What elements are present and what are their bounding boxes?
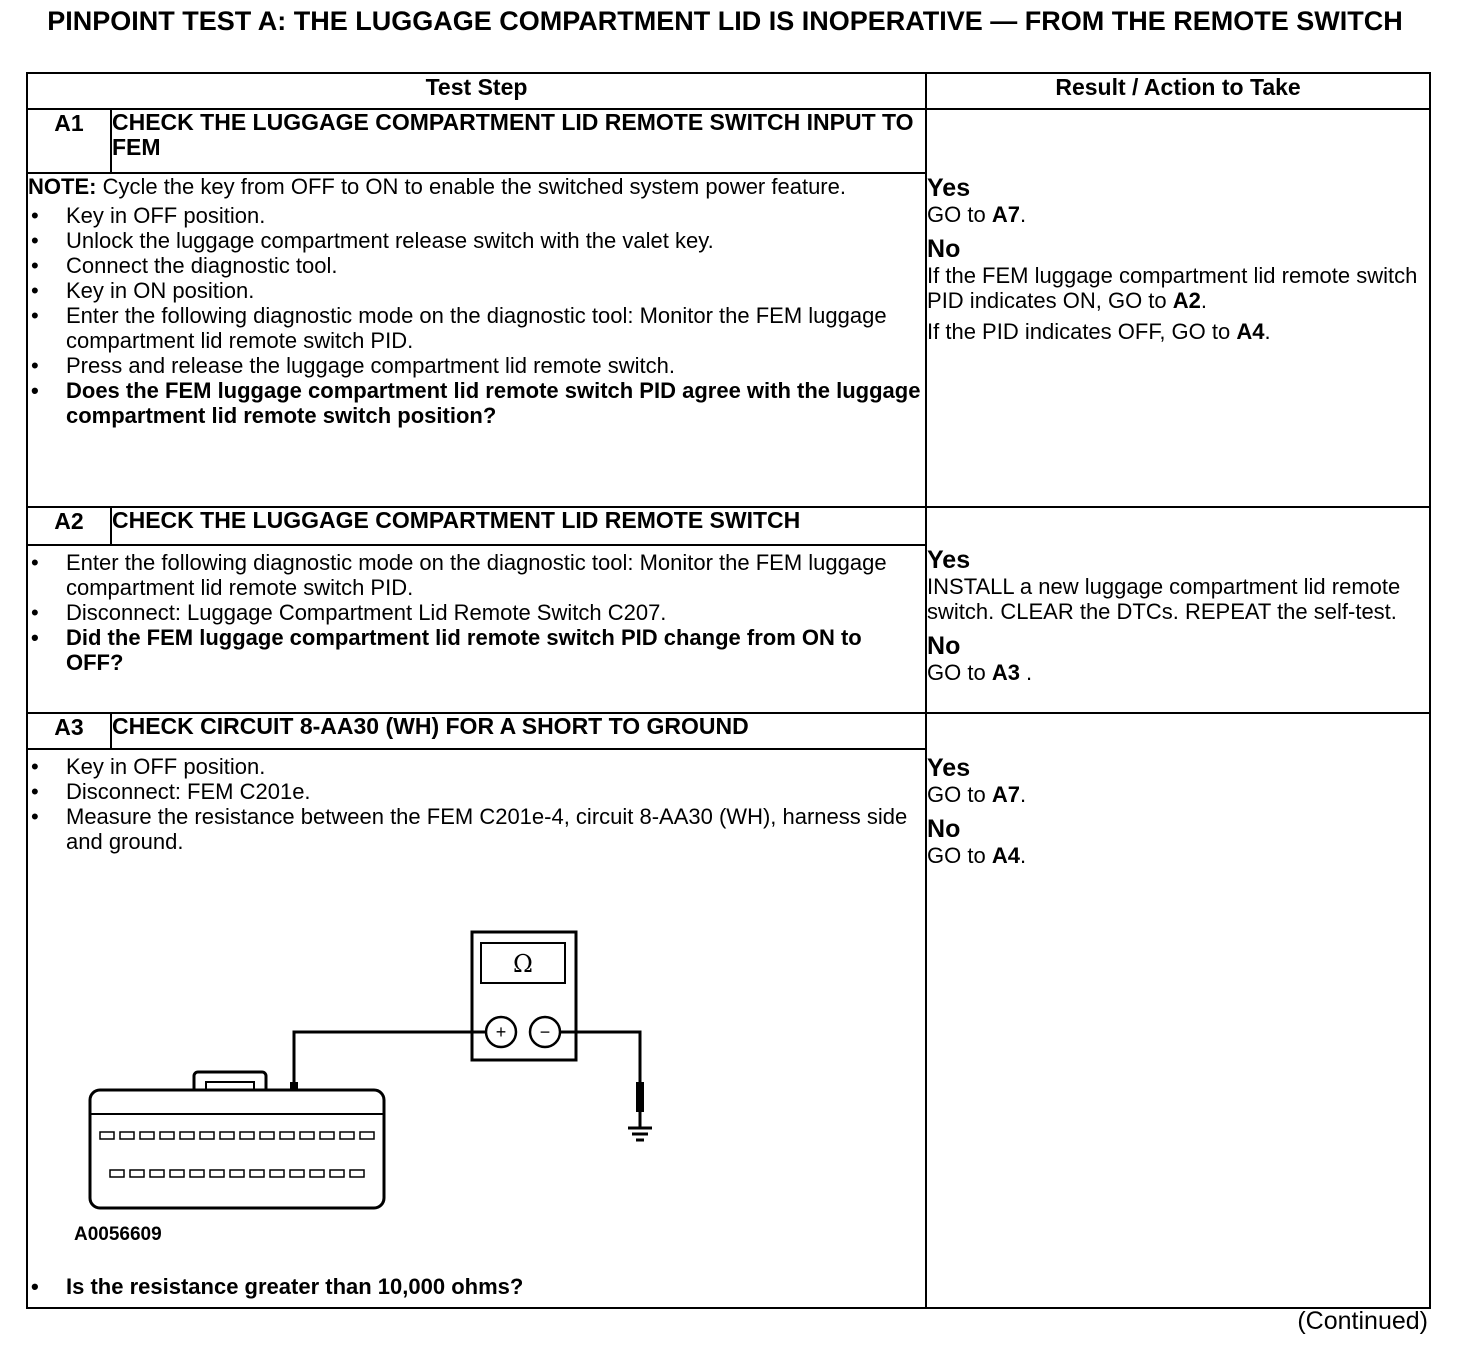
step-a2-title: CHECK THE LUGGAGE COMPARTMENT LID REMOTE SWITCH	[111, 507, 926, 545]
step-a1-id: A1	[27, 109, 111, 173]
pinpoint-test-table	[26, 72, 1431, 1309]
step-a1-yes-target: A7	[991, 202, 1020, 227]
step-a3-no-text: GO to	[927, 843, 992, 868]
step-a1-title: CHECK THE LUGGAGE COMPARTMENT LID REMOTE SWITCH INPUT TO FEM	[111, 109, 926, 173]
step-a2-no-label: No	[927, 632, 961, 660]
step-a1-result: Yes GO to A7. No If the FEM luggage compartment lid remote switch PID indicates ON, GO to A2. If the PID indicates OFF, GO to A4.	[926, 109, 1430, 507]
step-a3-no-target: A4	[991, 843, 1020, 868]
negative-probe	[636, 1082, 644, 1112]
step-a3-no-label: No	[927, 815, 961, 843]
step-a3-title-row	[27, 713, 1430, 749]
step-a3-body	[27, 749, 926, 1308]
step-a3-question-list	[28, 1274, 925, 1299]
list-item: • Measure the resistance between the FEM C201e-4, circuit 8-AA30 (WH), harness side and ground.	[28, 804, 925, 854]
step-a1-title-row	[27, 109, 1430, 173]
step-a2-id: A2	[27, 507, 111, 545]
list-item: • Press and release the luggage compartment lid remote switch.	[28, 353, 925, 378]
step-a3-title: CHECK CIRCUIT 8-AA30 (WH) FOR A SHORT TO GROUND	[111, 713, 926, 749]
step-a3-yes-text: GO to	[927, 782, 992, 807]
step-a1-note	[28, 174, 925, 199]
step-a2-yes-label: Yes	[927, 546, 971, 574]
list-item: • Key in ON position.	[28, 278, 925, 303]
plus-terminal-label: +	[495, 1022, 507, 1042]
ground-icon	[628, 1128, 652, 1140]
step-a1-bullets	[28, 203, 925, 428]
list-item: • Enter the following diagnostic mode on the diagnostic tool: Monitor the FEM luggage compartment lid remote switch PID.	[28, 303, 925, 353]
result-header: Result / Action to Take	[926, 73, 1430, 109]
step-a2-title-row	[27, 507, 1430, 545]
note-label: NOTE:	[28, 174, 97, 199]
ohm-symbol: Ω	[513, 950, 533, 978]
figure-id: A0056609	[74, 1224, 162, 1245]
list-item: • Disconnect: FEM C201e.	[28, 779, 925, 804]
step-a3-result: Yes GO to A7. No GO to A4.	[926, 713, 1430, 1308]
step-a1-no-target: A2	[1172, 288, 1201, 313]
step-a2-bullets	[28, 550, 925, 675]
step-a1-yes-label: Yes	[927, 174, 971, 202]
step-a1-no-text2: If the PID indicates OFF, GO to	[927, 319, 1237, 344]
page-title: PINPOINT TEST A: THE LUGGAGE COMPARTMENT LID IS INOPERATIVE — FROM THE REMOTE SWITCH	[47, 6, 1403, 36]
list-item-question: • Does the FEM luggage compartment lid remote switch PID agree with the luggage compartment lid remote switch position?	[28, 378, 925, 428]
minus-terminal-label: −	[539, 1022, 551, 1042]
continued-label: (Continued)	[1297, 1307, 1428, 1335]
list-item-question: • Did the FEM luggage compartment lid remote switch PID change from ON to OFF?	[28, 625, 925, 675]
step-a1-no-text: If the FEM luggage compartment lid remote switch PID indicates ON, GO to	[927, 263, 1418, 313]
fem-connector-c201e	[90, 1072, 384, 1208]
table-header-row	[27, 73, 1430, 109]
step-a1-body	[27, 173, 926, 507]
note-text: Cycle the key from OFF to ON to enable the switched system power feature.	[96, 174, 846, 199]
ohmmeter-connector-illustration	[88, 914, 688, 1214]
step-a2-no-text: GO to	[927, 660, 992, 685]
step-a3-id: A3	[27, 713, 111, 749]
list-item: • Key in OFF position.	[28, 203, 925, 228]
list-item: • Enter the following diagnostic mode on the diagnostic tool: Monitor the FEM luggage compartment lid remote switch PID.	[28, 550, 925, 600]
step-a1-no-target2: A4	[1236, 319, 1265, 344]
list-item-question: • Is the resistance greater than 10,000 ohms?	[28, 1274, 925, 1299]
list-item: • Key in OFF position.	[28, 754, 925, 779]
step-a2-body	[27, 545, 926, 713]
step-a3-yes-target: A7	[991, 782, 1020, 807]
step-a2-result: Yes INSTALL a new luggage compartment lid remote switch. CLEAR the DTCs. REPEAT the self-test. No GO to A3 .	[926, 507, 1430, 713]
step-a1-yes-text: GO to	[927, 202, 992, 227]
list-item: • Connect the diagnostic tool.	[28, 253, 925, 278]
step-a3-bullets	[28, 754, 925, 854]
step-a3-yes-label: Yes	[927, 754, 971, 782]
step-a2-yes-text: INSTALL a new luggage compartment lid remote switch. CLEAR the DTCs. REPEAT the self-test.	[927, 574, 1401, 624]
resistance-test-diagram	[28, 854, 925, 1274]
list-item: • Unlock the luggage compartment release switch with the valet key.	[28, 228, 925, 253]
positive-lead	[294, 1032, 486, 1092]
test-step-header: Test Step	[27, 73, 926, 109]
step-a2-no-target: A3	[991, 660, 1020, 685]
step-a1-no-label: No	[927, 235, 961, 263]
list-item: • Disconnect: Luggage Compartment Lid Remote Switch C207.	[28, 600, 925, 625]
